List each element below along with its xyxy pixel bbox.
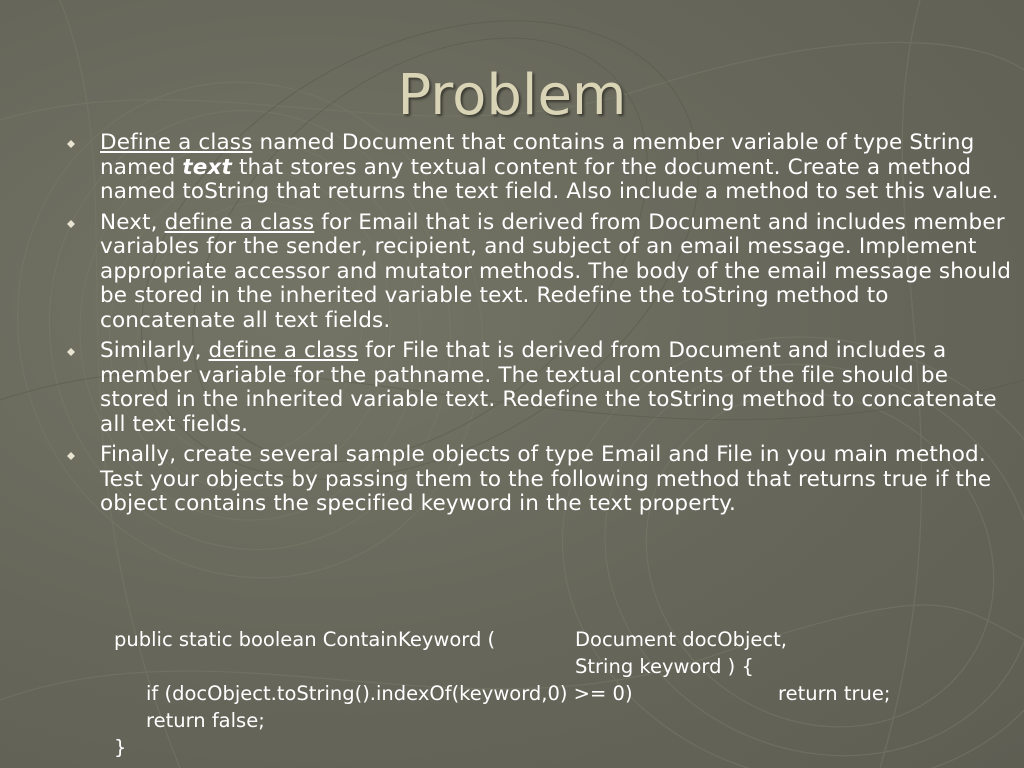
diamond-bullet-icon <box>64 345 78 359</box>
keyword-define-a-class: Define a class <box>100 130 253 155</box>
slide-title: Problem <box>397 63 627 128</box>
code-line-param <box>114 653 754 680</box>
code-text: return true; <box>778 682 891 705</box>
bullet-text <box>100 210 1011 333</box>
code-line-if <box>114 680 891 707</box>
bullet-text <box>100 130 999 204</box>
bullet-text-segment: Similarly, <box>100 338 209 363</box>
diamond-bullet-icon <box>64 137 78 151</box>
code-line-close <box>114 734 633 761</box>
code-line-return <box>114 707 633 734</box>
diamond-bullet-icon <box>64 217 78 231</box>
bullet-item <box>62 339 1012 437</box>
bullet-item <box>62 443 1012 517</box>
bullet-text: Finally, create several sample objects of type Email and File in you main method. Test your objects by passing them to the following method that returns true if the object contains the specified keyword in the text property. <box>100 442 992 516</box>
code-text: String keyword ) { <box>575 655 754 678</box>
bullet-item <box>62 131 1012 205</box>
bullet-item <box>62 211 1012 334</box>
bullet-text-segment: Next, <box>100 209 165 235</box>
code-text: } <box>114 736 127 759</box>
bullet-text-segment: named Document that contains a member variable of type String named <box>100 130 975 180</box>
code-text: if (docObject.toString().indexOf(keyword,0) >= 0) <box>146 682 633 705</box>
keyword-text: text <box>182 154 232 180</box>
code-text: public static boolean ContainKeyword ( <box>114 628 496 651</box>
bullet-text-segment: for Email that is derived from Document and includes member variables for the sender, recipient, and subject of an email message. Implement appropriate accessor and mutator methods. The body of the email message should be stored in the inherited variable text. Redefine the toString method to concatenate all text fields. <box>100 209 1012 333</box>
diamond-bullet-icon <box>64 449 78 463</box>
bullet-text-segment: that stores any textual content for the document. Create a method named toString that returns the text field. Also include a method to set this value. <box>100 154 999 204</box>
keyword-define-a-class: define a class <box>164 209 315 235</box>
code-text: return false; <box>146 709 265 732</box>
code-text: Document docObject, <box>575 628 787 651</box>
keyword-define-a-class: define a class <box>208 338 359 363</box>
code-block <box>114 626 891 761</box>
bullet-list <box>62 131 1012 523</box>
bullet-text <box>100 338 997 437</box>
code-line-signature <box>114 626 787 653</box>
bullet-text-segment: for File that is derived from Document and includes a member variable for the pathname. The textual contents of the file should be stored in the inherited variable text. Redefine the toString method to concatenate all text fields. <box>100 338 997 437</box>
